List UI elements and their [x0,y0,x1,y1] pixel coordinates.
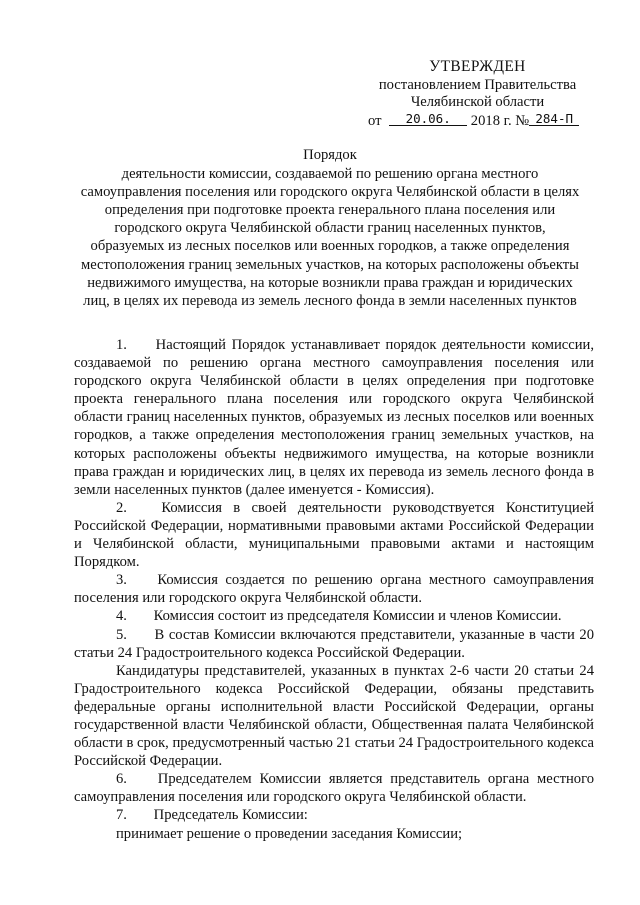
paragraph-5-continued [74,662,594,771]
paragraph-2 [74,499,594,571]
heading-line: городского округа Челябинской области границ населенных пунктов, [114,220,546,237]
paragraph-4 [74,607,594,625]
paragraph-number: 7. [116,807,127,824]
paragraph-text: Председатель Комиссии: [153,807,308,824]
paragraph-number: 2. [116,499,127,516]
heading-line: деятельности комиссии, создаваемой по решению органа местного [121,166,539,183]
approval-title: УТВЕРЖДЕН [429,58,526,75]
paragraph-number: 1. [116,337,127,353]
approval-line-1: постановлением Правительства [378,76,577,93]
heading-line: образуемых из лесных поселков или военных городков, а также определения [90,238,570,255]
paragraph-number: 6. [116,771,127,788]
heading-line: определения при подготовке проекта генерального плана поселения или [104,202,556,219]
approval-year-label: 2018 г. № [470,113,530,129]
approval-date-line [368,112,608,130]
paragraph-text: принимает решение о проведении заседания Комиссии; [116,825,463,842]
paragraph-number: 4. [116,608,127,625]
paragraph-number: 3. [116,572,127,589]
paragraph-7 [74,806,594,824]
paragraph-number: 5. [116,626,127,643]
heading-line: недвижимого имущества, на которые возникли права граждан и юридических [87,274,573,291]
paragraph-text: Комиссия состоит из председателя Комиссии и членов Комиссии. [153,608,562,625]
paragraph-3 [74,571,594,607]
heading-title: Порядок [303,147,357,163]
approval-from-label: от [368,113,382,129]
approval-number: 284-П [529,112,579,126]
paragraph-1 [74,336,594,499]
paragraph-text: В состав Комиссии включаются представители, указанные в части 20 статьи 24 Градостроительного кодекса Российской Федерации. [74,626,594,661]
approval-stamp [360,58,595,112]
paragraph-5 [74,626,594,662]
paragraph-text: Комиссия в своей деятельности руководствуется Конституцией Российской Федерации, нормативными правовыми актами Российской Федерации и Челябинской области, муниципальными правовыми актами и настоящим Порядком. [74,499,594,571]
paragraph-text: Председателем Комиссии является представитель органа местного самоуправления поселения или городского округа Челябинской области. [74,771,594,806]
document-heading [64,146,596,310]
paragraph-text: Комиссия создается по решению органа местного самоуправления поселения или городского округа Челябинской области. [74,572,594,607]
approval-date: 20.06. [389,112,467,126]
paragraph-7-item [74,825,594,843]
document-body [74,336,594,843]
heading-line: лиц, в целях их перевода из земель лесного фонда в земли населенных пунктов [83,292,577,309]
heading-line: местоположения границ земельных участков, на которых расположены объекты [80,256,579,273]
approval-line-2: Челябинской области [410,94,545,110]
paragraph-text: Кандидатуры представителей, указанных в пунктах 2-6 части 20 статьи 24 Градостроительного кодекса Российской Федерации, обязаны представить федеральные органы исполнительной власти Российской Федерации, органы государственной власти Челябинской области, Общественная палата Челябинской области в срок, предусмотренный частью 21 статьи 24 Градостроительного кодекса Российской Федерации. [74,662,594,770]
paragraph-text: Настоящий Порядок устанавливает порядок деятельности комиссии, создаваемой по решению органа местного самоуправления поселения или городского округа Челябинской области в целях определения при подготовке проекта генерального плана поселения или городского округа Челябинской области границ населенных пунктов, образуемых из лесных поселков или военных городков, а также определения местоположения границ земельных участков, на которых расположены объекты недвижимого имущества, на которые возникли права граждан и юридических лиц, в целях их перевода из земель лесного фонда в земли населенных пунктов (далее именуется - Комиссия). [74,337,594,498]
paragraph-6 [74,770,594,806]
heading-line: самоуправления поселения или городского округа Челябинской области в целях [80,184,580,201]
